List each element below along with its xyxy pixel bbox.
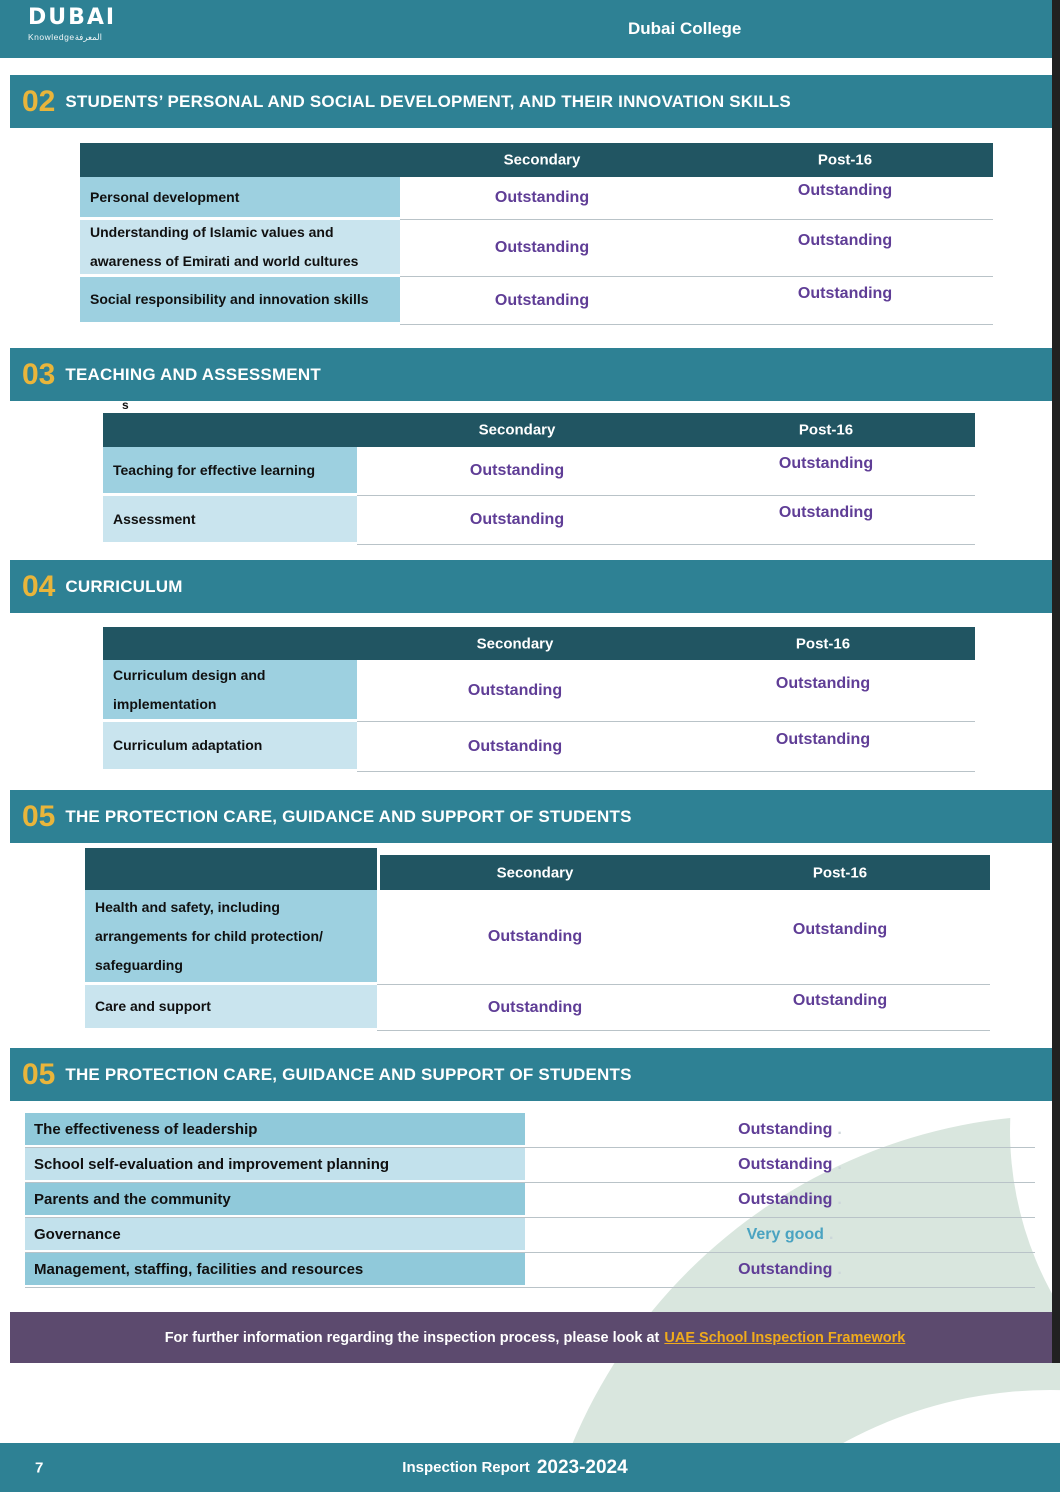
table-row	[85, 890, 990, 985]
section-title: STUDENTS’ PERSONAL AND SOCIAL DEVELOPMENT, AND THEIR INNOVATION SKILLS	[65, 91, 791, 111]
rating-secondary: Outstanding	[487, 998, 583, 1016]
column-header-post16: Post-16	[795, 635, 851, 652]
row-values	[357, 722, 975, 772]
row-values	[357, 660, 975, 722]
list-item-rating: Outstanding .	[738, 1261, 842, 1278]
rating-post16: Outstanding	[797, 232, 893, 249]
list-item	[25, 1113, 1035, 1148]
table-row	[103, 447, 975, 496]
report-title: Inspection Report	[402, 1459, 530, 1476]
row-values	[357, 496, 975, 545]
period-mark: .	[837, 1261, 842, 1278]
table-header-row	[103, 627, 975, 660]
list-item-rating: Outstanding .	[738, 1121, 842, 1138]
list-item-rating: Outstanding .	[738, 1156, 842, 1173]
rating-post16: Outstanding	[775, 674, 871, 692]
section-number: 03	[22, 357, 56, 391]
row-label: Teaching for effective learning	[103, 447, 357, 493]
section-title: CURRICULUM	[65, 576, 183, 596]
further-information-text: For further information regarding the inspection process, please look at	[164, 1329, 660, 1346]
list-item-label: School self-evaluation and improvement planning	[25, 1148, 525, 1180]
column-header-secondary: Secondary	[503, 151, 581, 169]
row-label: Health and safety, including arrangements for child protection/ safeguarding	[85, 890, 377, 982]
leadership-ratings-list	[25, 1113, 1035, 1288]
page-number: 7	[35, 1459, 44, 1476]
top-header-bar	[0, 0, 1053, 58]
page-edge-shadow	[1052, 0, 1060, 1363]
logo-subtitle-ar: المعرفة	[74, 32, 102, 42]
table-header-row	[103, 413, 975, 447]
table-row	[103, 496, 975, 545]
rating-post16: Outstanding	[792, 991, 888, 1009]
rating-secondary: Outstanding	[469, 511, 565, 528]
row-values	[377, 890, 990, 985]
section-bar-05	[10, 790, 1053, 843]
ratings-table-curriculum	[103, 627, 975, 772]
row-values	[357, 447, 975, 496]
period-mark: .	[837, 1191, 842, 1208]
table-row	[80, 220, 993, 277]
period-mark: .	[837, 1121, 842, 1138]
uae-inspection-framework-link[interactable]: UAE School Inspection Framework	[664, 1329, 906, 1346]
section-number: 05	[22, 1057, 56, 1091]
logo-wordmark: DUBAI	[28, 5, 117, 30]
list-item-label: The effectiveness of leadership	[25, 1113, 525, 1145]
section-bar-04	[10, 560, 1053, 613]
period-mark: .	[828, 1226, 834, 1243]
section-number: 04	[22, 569, 56, 603]
table-row	[103, 722, 975, 772]
column-header-secondary: Secondary	[476, 635, 554, 652]
list-item-label: Management, staffing, facilities and resources	[25, 1253, 525, 1285]
column-header-post16: Post-16	[817, 151, 873, 169]
row-values	[400, 277, 993, 325]
rating-post16: Outstanding	[797, 284, 893, 302]
section-title: THE PROTECTION CARE, GUIDANCE AND SUPPORT OF STUDENTS	[65, 1064, 632, 1084]
rating-secondary: Outstanding	[494, 239, 590, 256]
further-information-bar	[10, 1312, 1060, 1363]
list-item-rating: Very good .	[746, 1226, 834, 1243]
section-number: 05	[22, 799, 56, 833]
report-footer-title	[0, 1443, 1030, 1492]
column-header-post16: Post-16	[798, 421, 854, 439]
list-item	[25, 1148, 1035, 1183]
list-item	[25, 1218, 1035, 1253]
rating-secondary: Outstanding	[469, 462, 565, 479]
rating-secondary: Outstanding	[487, 928, 583, 945]
row-values	[377, 985, 990, 1031]
section-title: TEACHING AND ASSESSMENT	[65, 364, 321, 384]
list-item-label: Parents and the community	[25, 1183, 525, 1215]
row-label: Curriculum design and implementation	[103, 660, 357, 719]
table-row	[80, 177, 993, 220]
logo-subtitle-en: Knowledge	[28, 32, 75, 42]
section-title: THE PROTECTION CARE, GUIDANCE AND SUPPORT OF STUDENTS	[65, 806, 632, 826]
column-header-post16: Post-16	[812, 864, 868, 881]
column-header-secondary: Secondary	[496, 864, 574, 881]
table-header-row	[80, 143, 993, 177]
table-row	[80, 277, 993, 325]
row-values	[400, 220, 993, 277]
table-row	[103, 660, 975, 722]
rating-post16: Outstanding	[775, 730, 871, 748]
row-label: Personal development	[80, 177, 400, 217]
ratings-table-personal-development	[80, 143, 993, 325]
rating-secondary: Outstanding	[467, 737, 563, 755]
rating-post16: Outstanding	[778, 504, 874, 521]
stray-text: s	[122, 398, 129, 412]
rating-post16: Outstanding	[778, 455, 874, 472]
logo-subtitle	[28, 33, 102, 42]
section-bar-02	[10, 75, 1053, 128]
list-item	[25, 1253, 1035, 1288]
table-header-label-block	[85, 848, 380, 890]
row-label: Care and support	[85, 985, 377, 1028]
dubai-knowledge-logo	[28, 7, 116, 42]
rating-secondary: Outstanding	[494, 291, 590, 309]
row-label: Understanding of Islamic values and awareness of Emirati and world cultures	[80, 220, 400, 274]
list-item-label: Governance	[25, 1218, 525, 1250]
ratings-table-protection-care	[85, 855, 990, 1031]
list-item	[25, 1183, 1035, 1218]
section-number: 02	[22, 84, 56, 118]
page-footer-bar	[0, 1443, 1060, 1492]
rating-secondary: Outstanding	[494, 189, 590, 206]
row-label: Assessment	[103, 496, 357, 542]
column-header-secondary: Secondary	[478, 421, 556, 439]
section-bar-05-leadership	[10, 1048, 1053, 1101]
school-name: Dubai College	[628, 19, 742, 38]
row-values	[400, 177, 993, 220]
rating-post16: Outstanding	[797, 182, 893, 199]
row-label: Curriculum adaptation	[103, 722, 357, 769]
table-row	[85, 985, 990, 1031]
period-mark: .	[837, 1156, 842, 1173]
report-years: 2023-2024	[536, 1456, 628, 1478]
section-bar-03	[10, 348, 1053, 401]
ratings-table-teaching-assessment	[103, 413, 975, 545]
rating-secondary: Outstanding	[467, 681, 563, 699]
list-item-rating: Outstanding .	[738, 1191, 842, 1208]
row-label: Social responsibility and innovation skills	[80, 277, 400, 322]
rating-post16: Outstanding	[792, 921, 888, 938]
